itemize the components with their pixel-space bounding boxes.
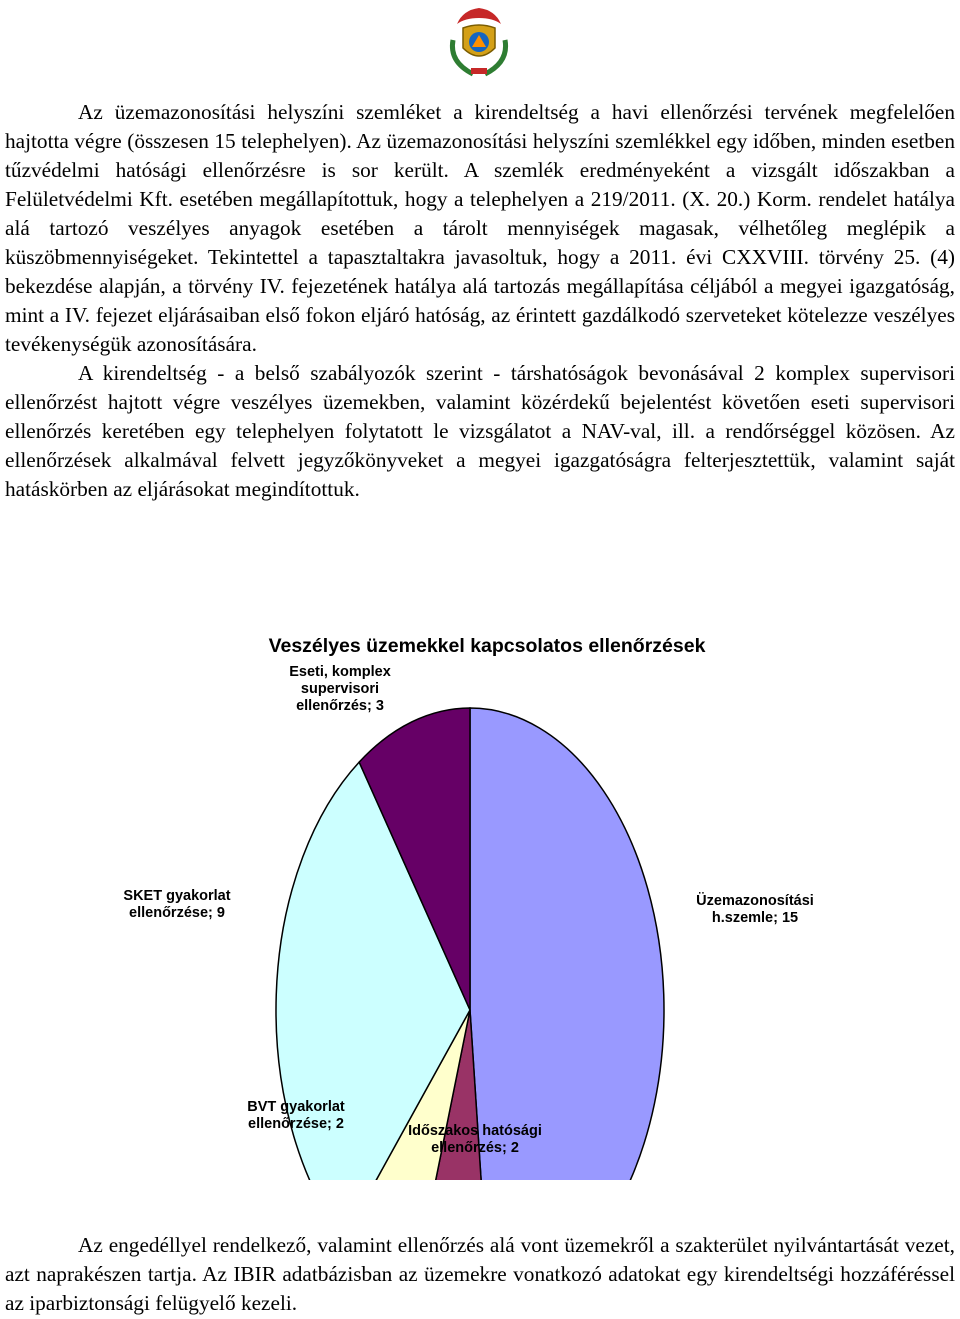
pie-chart	[0, 620, 960, 1180]
pie-slice-label-line: Időszakos hatósági	[408, 1123, 542, 1139]
closing-text	[5, 1231, 955, 1318]
pie-slice-label-line: ellenőrzése; 9	[129, 905, 225, 921]
pie-slice-label-line: ellenőrzése; 2	[248, 1116, 344, 1132]
chart-title: Veszélyes üzemekkel kapcsolatos ellenőrzések	[268, 635, 706, 657]
paragraph-registry: Az engedéllyel rendelkező, valamint ellenőrzés alá vont üzemekről a szakterület nyilvántartását vezet, azt naprakészen tartja. Az IBIR adatbázisban az üzemekre vonatkozó adatokat egy kirendeltségi hozzáféréssel az iparbiztonsági felügyelő kezeli.	[5, 1233, 955, 1315]
pie-slice-label-4	[123, 888, 230, 921]
pie-slice-label-5	[289, 664, 391, 714]
pie-slice-label-line: BVT gyakorlat	[247, 1099, 345, 1115]
pie-slice-label-line: supervisori	[300, 681, 380, 697]
pie-slice-1	[470, 708, 664, 1180]
pie-slice-label-3	[247, 1099, 345, 1132]
paragraph-identification-inspections: Az üzemazonosítási helyszíni szemléket a kirendeltség a havi ellenőrzési tervének megfelelően hajtotta végre (összesen 15 telephelyen). Az üzemazonosítási helyszíni szemlékkel egy időben, minden esetben tűzvédelmi hatósági ellenőrzésre is sor került. A szemlék eredményeként a vizsgált időszakban a Felületvédelmi Kft. esetében megállapítottuk, hogy a telephelyen a 219/2011. (X. 20.) Korm. rendelet hatálya alá tartozó veszélyes anyagok esetében a tárolt mennyiségek magasak, vélhetőleg meglépik a küszöbmennyiségeket. Tekintettel a tapasztaltakra javasoltuk, hogy a 2011. évi CXXVIII. törvény 25. (4) bekezdése alapján, a törvény IV. fejezetének hatálya alá tartozás megállapítása céljából a megyei igazgatóság, mint a IV. fejezet eljárásaiban első fokon eljáró hatóság, az érintett gazdálkodó szerveteket kötelezze veszélyes tevékenységük azonosítására.	[5, 100, 955, 356]
paragraph-supervisor-inspections: A kirendeltség - a belső szabályozók szerint - társhatóságok bevonásával 2 komplex supervisori ellenőrzést hajtott végre veszélyes üzemekben, valamint közérdekű bejelentést követően eseti supervisori ellenőrzés keretében egy telephelyen folytatott le vizsgálatot a NAV-val, ill. a rendőrséggel közösen. Az ellenőrzések alkalmával felvett jegyzőkönyveket a megyei igazgatóságra felterjesztettük, valamint saját hatáskörben az eljárásokat megindítottuk.	[5, 361, 955, 501]
pie-slice-label-line: ellenőrzés; 2	[431, 1140, 519, 1156]
fire-protection-emblem-icon	[443, 4, 515, 80]
pie-slice-label-line: SKET gyakorlat	[123, 888, 231, 904]
pie-slice-label-line: h.szemle; 15	[711, 910, 799, 926]
intro-text	[5, 98, 955, 504]
pie-slice-label-line: Üzemazonosítási	[696, 893, 814, 909]
pie-slice-label-line: ellenőrzés; 3	[296, 698, 384, 714]
pie-slice-label-1	[696, 892, 814, 926]
pie-slice-label-line: Eseti, komplex	[289, 664, 391, 680]
